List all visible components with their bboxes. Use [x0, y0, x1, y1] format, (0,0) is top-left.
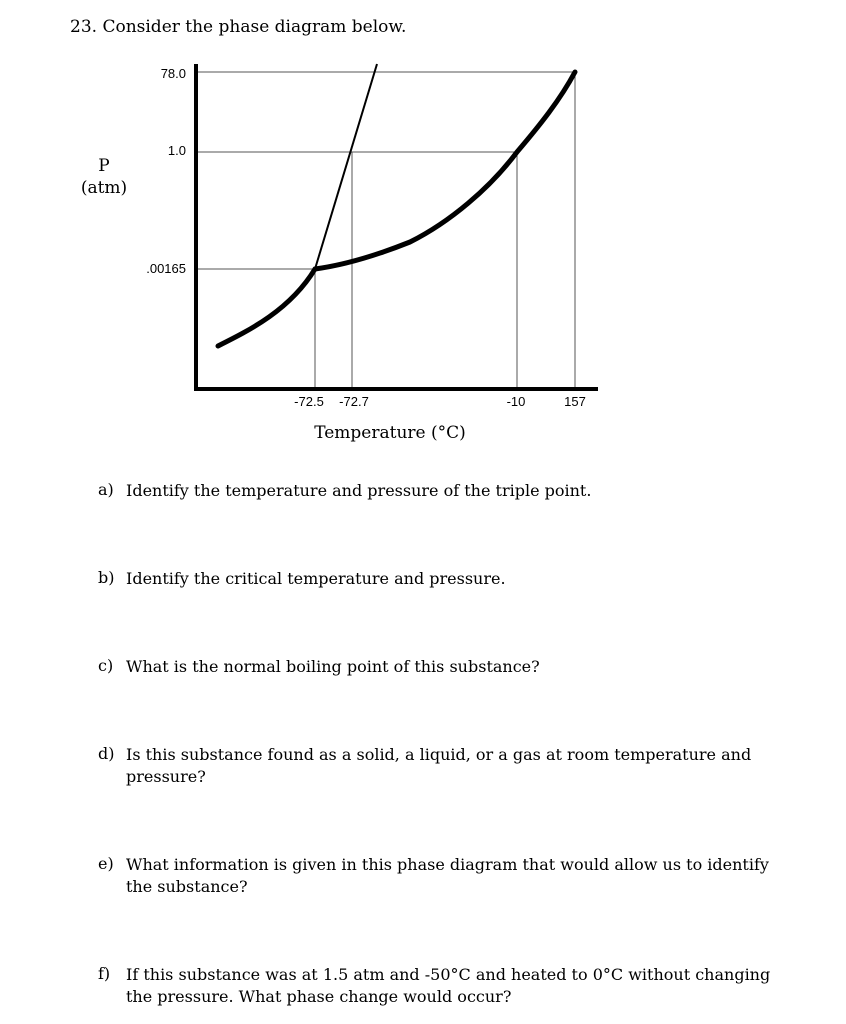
phase-diagram — [0, 0, 846, 460]
question-e — [98, 854, 778, 898]
sublimation-curve — [218, 269, 315, 346]
question-text: Identify the temperature and pressure of the triple point. — [126, 481, 592, 500]
x-tick-label: -72.5 — [294, 394, 324, 409]
question-text: If this substance was at 1.5 atm and -50°C and heated to 0°C without changing the pressure. What phase change would occur? — [126, 965, 771, 1006]
question-text: What is the normal boiling point of this substance? — [126, 657, 540, 676]
vaporization-curve — [315, 72, 575, 269]
y-axis-unit: (atm) — [80, 178, 128, 198]
question-label: d) — [98, 744, 115, 763]
x-axis-label: Temperature (°C) — [314, 423, 466, 443]
fusion-line — [315, 64, 377, 269]
problem-number: 23. — [70, 17, 98, 37]
question-text: What information is given in this phase diagram that would allow us to identify the substance? — [126, 855, 769, 896]
question-label: b) — [98, 568, 115, 587]
y-axis-label: P — [98, 156, 110, 176]
y-tick-label: .00165 — [146, 261, 186, 276]
question-f — [98, 964, 778, 1008]
question-label: a) — [98, 480, 114, 499]
x-tick-label: -72.7 — [339, 394, 369, 409]
x-tick-label: -10 — [506, 394, 526, 409]
question-d — [98, 744, 778, 788]
question-a — [98, 480, 778, 502]
question-b — [98, 568, 778, 590]
question-text: Identify the critical temperature and pressure. — [126, 569, 506, 588]
y-tick-label: 1.0 — [167, 143, 186, 158]
x-tick-label: 157 — [564, 394, 586, 409]
question-text: Is this substance found as a solid, a liquid, or a gas at room temperature and pressure? — [126, 745, 752, 786]
y-tick-label: 78.0 — [160, 66, 186, 81]
question-c — [98, 656, 778, 678]
problem-prompt: Consider the phase diagram below. — [102, 17, 407, 37]
question-label: f) — [98, 964, 111, 983]
question-label: e) — [98, 854, 114, 873]
question-label: c) — [98, 656, 114, 675]
